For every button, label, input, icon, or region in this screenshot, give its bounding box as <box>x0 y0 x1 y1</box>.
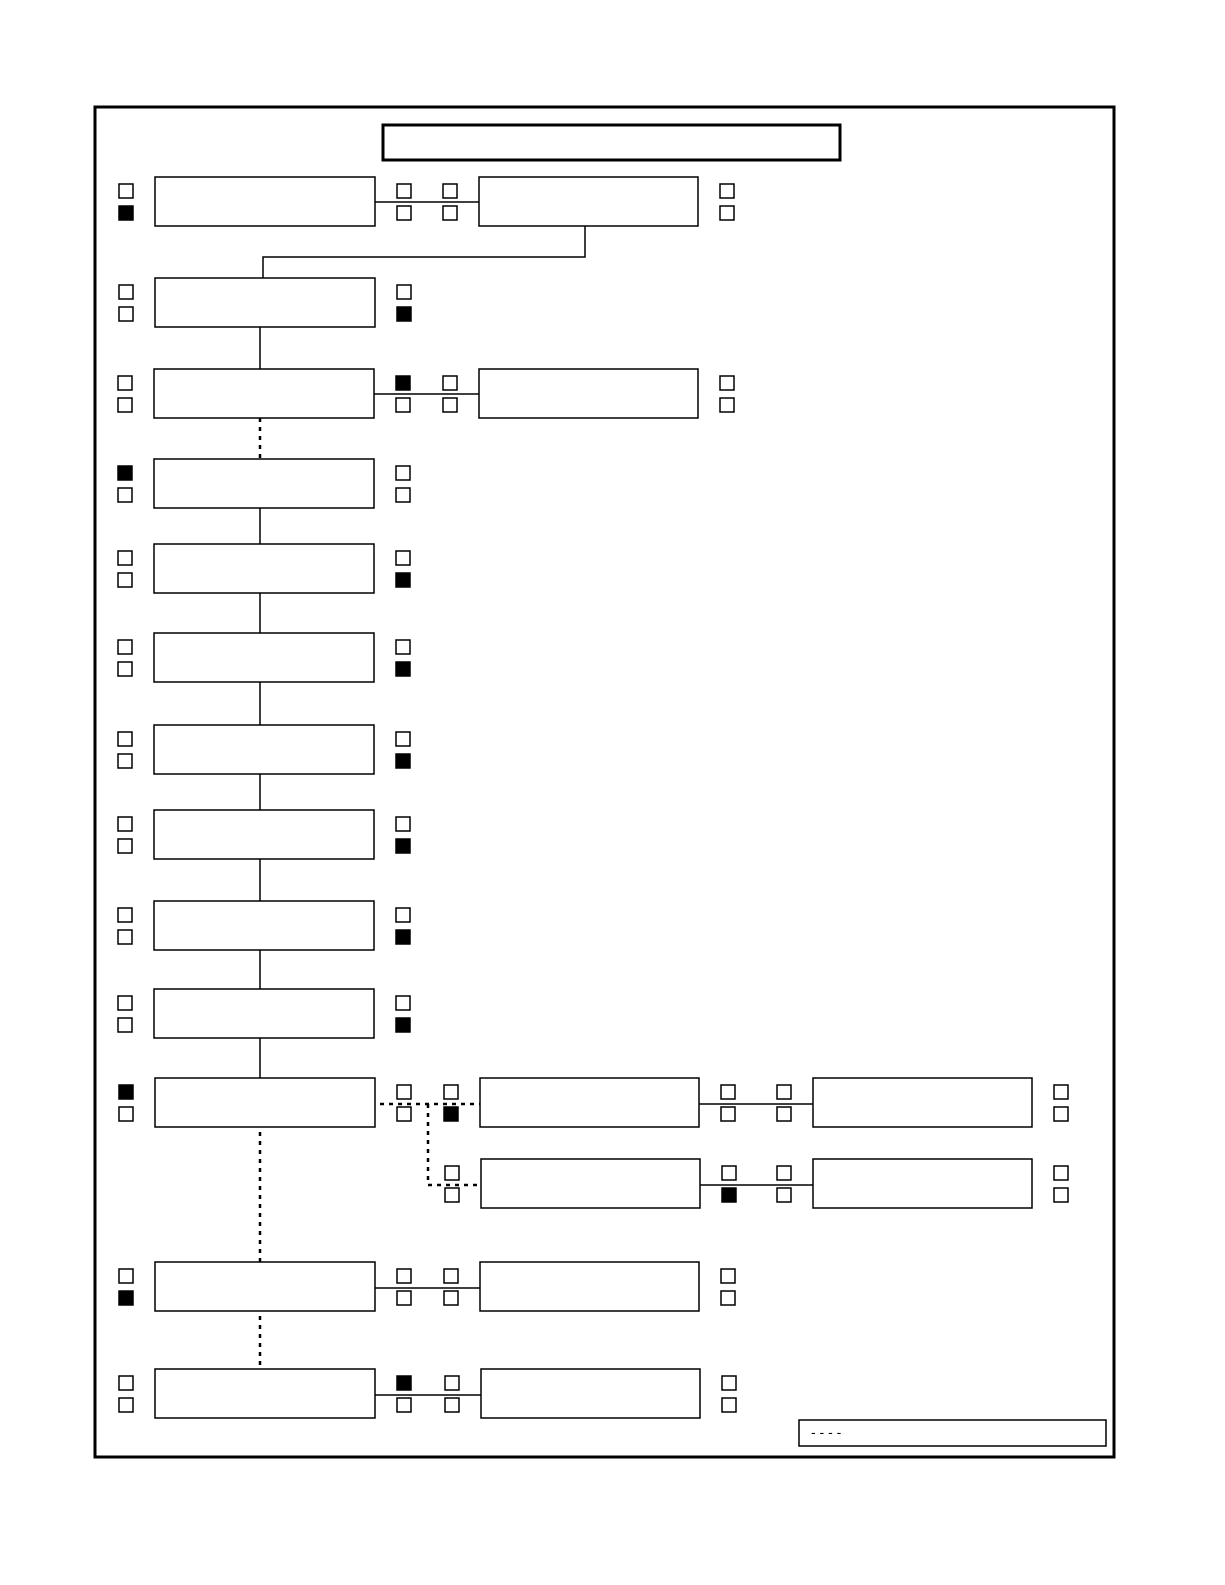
checkbox-n18-right-1[interactable] <box>397 1269 411 1283</box>
checkbox-n13-left-1[interactable] <box>119 1085 133 1099</box>
checkbox-n2-left-2[interactable] <box>443 206 457 220</box>
checkbox-n16-left-2[interactable] <box>445 1188 459 1202</box>
checkbox-n11-right-2[interactable] <box>396 930 410 944</box>
node-box-n14 <box>480 1078 699 1127</box>
checkbox-n16-right-1[interactable] <box>722 1166 736 1180</box>
checkbox-n5-right-1[interactable] <box>720 376 734 390</box>
checkbox-n17-right-1[interactable] <box>1054 1166 1068 1180</box>
checkbox-n2-right-2[interactable] <box>720 206 734 220</box>
checkbox-n20-right-1[interactable] <box>397 1376 411 1390</box>
checkbox-n13-left-2[interactable] <box>119 1107 133 1121</box>
checkbox-n9-right-1[interactable] <box>396 732 410 746</box>
node-n5 <box>479 369 698 418</box>
checkbox-n21-left-1[interactable] <box>445 1376 459 1390</box>
checkbox-n13-right-2[interactable] <box>397 1107 411 1121</box>
node-n13 <box>155 1078 375 1127</box>
node-n19 <box>480 1262 699 1311</box>
node-box-n18 <box>155 1262 375 1311</box>
checkbox-n11-left-1[interactable] <box>118 908 132 922</box>
checkbox-n17-left-1[interactable] <box>777 1166 791 1180</box>
node-box-n3 <box>155 278 375 327</box>
checkbox-n10-left-2[interactable] <box>118 839 132 853</box>
node-n15 <box>813 1078 1032 1127</box>
checkbox-n18-left-2[interactable] <box>119 1291 133 1305</box>
checkbox-n4-right-1[interactable] <box>396 376 410 390</box>
checkbox-n17-right-2[interactable] <box>1054 1188 1068 1202</box>
node-n17 <box>813 1159 1032 1208</box>
checkbox-n6-left-1[interactable] <box>118 466 132 480</box>
checkbox-n19-right-1[interactable] <box>721 1269 735 1283</box>
node-n1 <box>155 177 375 226</box>
node-boxes <box>154 177 1032 1418</box>
node-n6 <box>154 459 374 508</box>
checkbox-n9-right-2[interactable] <box>396 754 410 768</box>
node-box-n11 <box>154 901 374 950</box>
checkbox-n19-right-2[interactable] <box>721 1291 735 1305</box>
node-n11 <box>154 901 374 950</box>
node-box-n15 <box>813 1078 1032 1127</box>
checkbox-n21-left-2[interactable] <box>445 1398 459 1412</box>
checkbox-n6-right-2[interactable] <box>396 488 410 502</box>
checkbox-n8-right-1[interactable] <box>396 640 410 654</box>
checkbox-n18-left-1[interactable] <box>119 1269 133 1283</box>
checkbox-n7-left-1[interactable] <box>118 551 132 565</box>
node-n3 <box>155 278 375 327</box>
checkbox-n3-left-2[interactable] <box>119 307 133 321</box>
node-box-n2 <box>479 177 698 226</box>
checkbox-n15-right-2[interactable] <box>1054 1107 1068 1121</box>
checkbox-n10-right-1[interactable] <box>396 817 410 831</box>
node-n18 <box>155 1262 375 1311</box>
node-box-n19 <box>480 1262 699 1311</box>
node-box-n7 <box>154 544 374 593</box>
checkbox-n15-right-1[interactable] <box>1054 1085 1068 1099</box>
checkbox-n9-left-2[interactable] <box>118 754 132 768</box>
checkbox-n10-right-2[interactable] <box>396 839 410 853</box>
connector-n2-n3 <box>263 226 585 278</box>
checkbox-n9-left-1[interactable] <box>118 732 132 746</box>
legend-box <box>799 1420 1106 1446</box>
checkbox-n19-left-2[interactable] <box>444 1291 458 1305</box>
checkbox-n7-right-2[interactable] <box>396 573 410 587</box>
checkbox-n3-right-2[interactable] <box>397 307 411 321</box>
node-n14 <box>480 1078 699 1127</box>
checkbox-n11-left-2[interactable] <box>118 930 132 944</box>
checkbox-n14-left-1[interactable] <box>444 1085 458 1099</box>
checkbox-n5-left-2[interactable] <box>443 398 457 412</box>
checkbox-n2-right-1[interactable] <box>720 184 734 198</box>
node-box-n10 <box>154 810 374 859</box>
checkbox-n12-right-2[interactable] <box>396 1018 410 1032</box>
node-n4 <box>154 369 374 418</box>
node-n8 <box>154 633 374 682</box>
node-n21 <box>481 1369 700 1418</box>
checkbox-n1-left-2[interactable] <box>119 206 133 220</box>
checkbox-n7-left-2[interactable] <box>118 573 132 587</box>
checkbox-n4-left-1[interactable] <box>118 376 132 390</box>
checkbox-n12-left-1[interactable] <box>118 996 132 1010</box>
checkbox-n6-left-2[interactable] <box>118 488 132 502</box>
checkbox-n8-left-2[interactable] <box>118 662 132 676</box>
checkbox-n7-right-1[interactable] <box>396 551 410 565</box>
checkbox-n18-right-2[interactable] <box>397 1291 411 1305</box>
checkbox-n21-right-1[interactable] <box>722 1376 736 1390</box>
checkbox-n14-right-2[interactable] <box>721 1107 735 1121</box>
checkbox-n12-right-1[interactable] <box>396 996 410 1010</box>
checkbox-n1-left-1[interactable] <box>119 184 133 198</box>
node-box-n20 <box>155 1369 375 1418</box>
checkbox-n12-left-2[interactable] <box>118 1018 132 1032</box>
node-box-n8 <box>154 633 374 682</box>
node-box-n4 <box>154 369 374 418</box>
node-box-n5 <box>479 369 698 418</box>
node-n12 <box>154 989 374 1038</box>
checkbox-n5-right-2[interactable] <box>720 398 734 412</box>
legend-dash-sample: - - - - <box>811 1424 842 1440</box>
checkbox-n1-right-2[interactable] <box>397 206 411 220</box>
node-box-n13 <box>155 1078 375 1127</box>
checkbox-n15-left-2[interactable] <box>777 1107 791 1121</box>
checkbox-n15-left-1[interactable] <box>777 1085 791 1099</box>
node-box-n16 <box>481 1159 700 1208</box>
checkbox-n21-right-2[interactable] <box>722 1398 736 1412</box>
checkbox-n16-left-1[interactable] <box>445 1166 459 1180</box>
node-box-n12 <box>154 989 374 1038</box>
checkbox-n19-left-1[interactable] <box>444 1269 458 1283</box>
node-n7 <box>154 544 374 593</box>
checkbox-n8-right-2[interactable] <box>396 662 410 676</box>
checkbox-n20-right-2[interactable] <box>397 1398 411 1412</box>
checkbox-n10-left-1[interactable] <box>118 817 132 831</box>
node-box-n6 <box>154 459 374 508</box>
checkbox-n17-left-2[interactable] <box>777 1188 791 1202</box>
node-n10 <box>154 810 374 859</box>
checkbox-n14-left-2[interactable] <box>444 1107 458 1121</box>
checkbox-n16-right-2[interactable] <box>722 1188 736 1202</box>
node-box-n9 <box>154 725 374 774</box>
node-box-n21 <box>481 1369 700 1418</box>
checkbox-n20-left-2[interactable] <box>119 1398 133 1412</box>
node-n16 <box>481 1159 700 1208</box>
diagram-title-box <box>383 125 840 160</box>
checkbox-n4-left-2[interactable] <box>118 398 132 412</box>
node-box-n17 <box>813 1159 1032 1208</box>
checkbox-n8-left-1[interactable] <box>118 640 132 654</box>
checkbox-n6-right-1[interactable] <box>396 466 410 480</box>
node-n2 <box>479 177 698 226</box>
checkbox-n3-left-1[interactable] <box>119 285 133 299</box>
checkbox-n2-left-1[interactable] <box>443 184 457 198</box>
checkbox-n20-left-1[interactable] <box>119 1376 133 1390</box>
node-n9 <box>154 725 374 774</box>
checkbox-n14-right-1[interactable] <box>721 1085 735 1099</box>
node-n20 <box>155 1369 375 1418</box>
checkbox-n3-right-1[interactable] <box>397 285 411 299</box>
checkbox-n5-left-1[interactable] <box>443 376 457 390</box>
checkbox-n13-right-1[interactable] <box>397 1085 411 1099</box>
checkbox-n11-right-1[interactable] <box>396 908 410 922</box>
checkbox-n4-right-2[interactable] <box>396 398 410 412</box>
checkbox-n1-right-1[interactable] <box>397 184 411 198</box>
node-box-n1 <box>155 177 375 226</box>
